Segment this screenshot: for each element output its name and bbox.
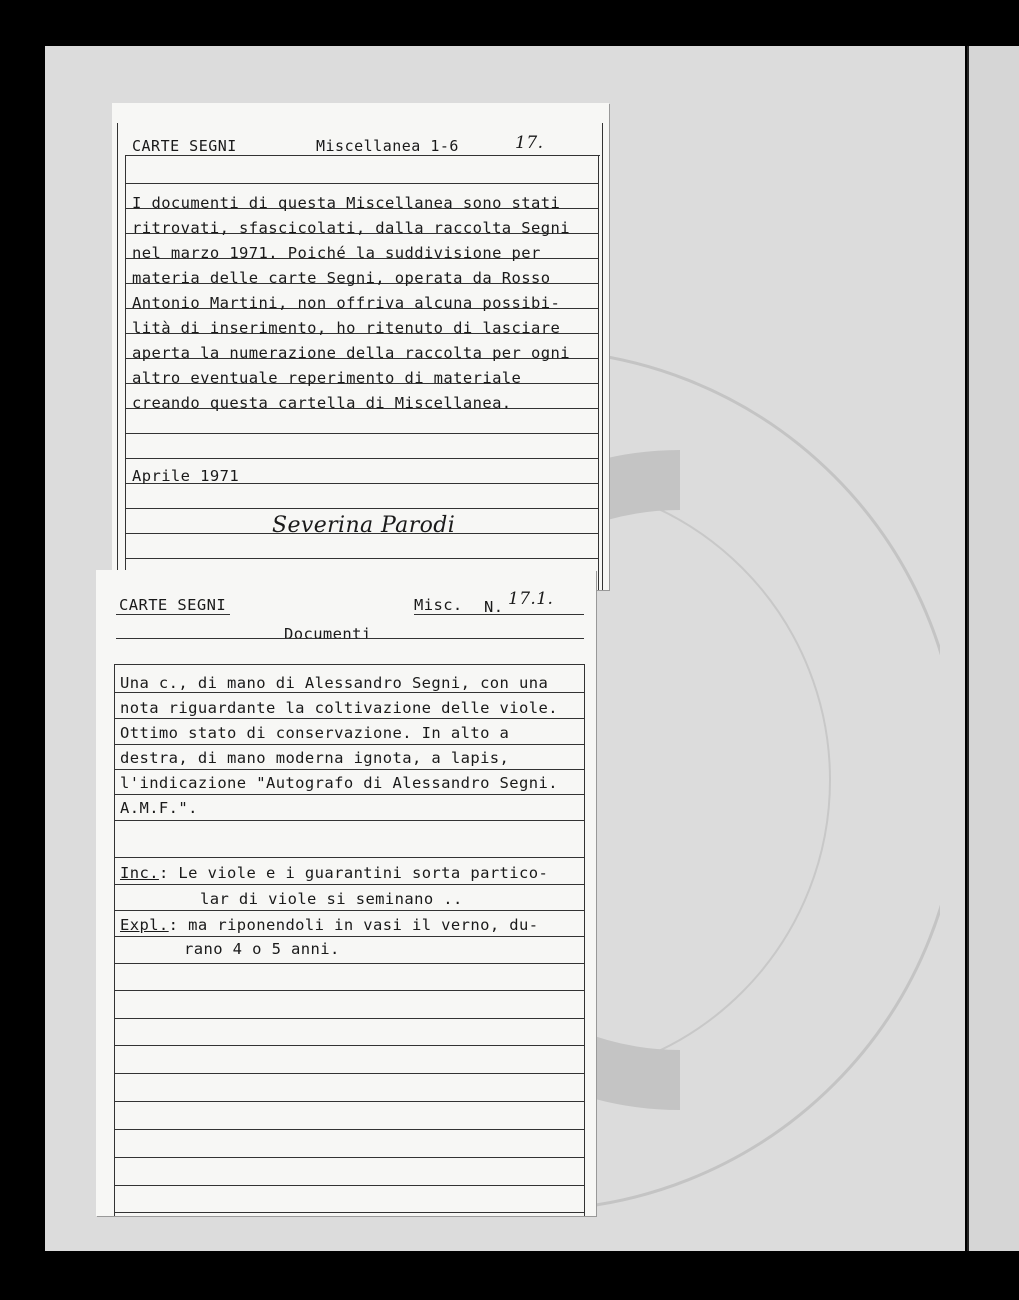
card2-header-misc: Misc. bbox=[414, 596, 463, 614]
card2-inner-left bbox=[114, 664, 115, 1216]
card2-rule bbox=[114, 1129, 584, 1130]
card1-text-line: materia delle carte Segni, operata da Rosso bbox=[132, 269, 551, 287]
card2-rule bbox=[114, 1018, 584, 1019]
card2-header-underline bbox=[414, 614, 584, 615]
card1-text-line: I documenti di questa Miscellanea sono stati bbox=[132, 194, 561, 212]
card1-header-center: Miscellanea 1-6 bbox=[316, 137, 459, 155]
card1-rule bbox=[126, 183, 598, 184]
card2-rule bbox=[114, 769, 584, 770]
incipit-label: Inc. bbox=[120, 864, 159, 882]
card2-rule bbox=[114, 1045, 584, 1046]
card1-text-line: nel marzo 1971. Poiché la suddivisione per bbox=[132, 244, 541, 262]
card2-rule bbox=[114, 1101, 584, 1102]
card2-rule bbox=[114, 990, 584, 991]
folder-right-edge bbox=[967, 46, 1019, 1251]
incipit-row bbox=[120, 864, 548, 882]
card2-rule bbox=[114, 744, 584, 745]
card2-text-line: A.M.F.". bbox=[120, 799, 198, 817]
card2-header-handwritten-number: 17.1. bbox=[508, 589, 554, 609]
card2-rule bbox=[114, 692, 584, 693]
card2-rule bbox=[114, 1212, 584, 1213]
card2-rule bbox=[114, 664, 584, 665]
card2-subtitle: Documenti bbox=[284, 625, 372, 643]
explicit-text: : ma riponendoli in vasi il verno, du- bbox=[168, 916, 539, 934]
card2-header-n: N. bbox=[484, 598, 504, 616]
card1-header-left: CARTE SEGNI bbox=[132, 137, 237, 155]
card2-text-line: l'indicazione "Autografo di Alessandro Segni. bbox=[120, 774, 558, 792]
card2-inner-right bbox=[584, 664, 585, 1216]
card1-text-line: ritrovati, sfascicolati, dalla raccolta Segni bbox=[132, 219, 570, 237]
card2-rule bbox=[114, 820, 584, 821]
index-card-documenti bbox=[96, 570, 596, 1216]
card2-rule bbox=[114, 910, 584, 911]
card2-rule bbox=[114, 1185, 584, 1186]
card2-rule bbox=[114, 1073, 584, 1074]
incipit-continuation: lar di viole si seminano .. bbox=[200, 890, 463, 908]
card2-rule bbox=[114, 718, 584, 719]
card2-text-line: Una c., di mano di Alessandro Segni, con una bbox=[120, 674, 549, 692]
card2-rule bbox=[114, 857, 584, 858]
card2-header-underline bbox=[116, 614, 230, 615]
card1-text-line: altro eventuale reperimento di materiale bbox=[132, 369, 522, 387]
card2-text-line: destra, di mano moderna ignota, a lapis, bbox=[120, 749, 510, 767]
card1-header-rule bbox=[126, 155, 600, 156]
card1-rule bbox=[126, 433, 598, 434]
card1-rule bbox=[126, 508, 598, 509]
card1-inner-left bbox=[125, 155, 126, 590]
card2-rule bbox=[114, 884, 584, 885]
card2-text-line: nota riguardante la coltivazione delle viole. bbox=[120, 699, 558, 717]
card-left-edge bbox=[117, 123, 118, 590]
card2-rule bbox=[114, 936, 584, 937]
card1-rule bbox=[126, 458, 598, 459]
card1-date: Aprile 1971 bbox=[132, 467, 240, 485]
card1-text-line: Antonio Martini, non offriva alcuna possibi- bbox=[132, 294, 561, 312]
card2-header-left: CARTE SEGNI bbox=[119, 596, 227, 614]
card1-text-line: aperta la numerazione della raccolta per ogni bbox=[132, 344, 570, 362]
card2-text-line: Ottimo stato di conservazione. In alto a bbox=[120, 724, 510, 742]
card1-rule bbox=[126, 558, 598, 559]
card1-header-handwritten-number: 17. bbox=[515, 133, 544, 153]
card1-signature: Severina Parodi bbox=[272, 513, 456, 538]
explicit-row bbox=[120, 916, 538, 934]
explicit-continuation: rano 4 o 5 anni. bbox=[184, 940, 340, 958]
card1-text-line: creando questa cartella di Miscellanea. bbox=[132, 394, 512, 412]
incipit-text: : Le viole e i guarantini sorta partico- bbox=[158, 864, 549, 882]
card2-header-rule bbox=[116, 638, 584, 639]
card2-rule bbox=[114, 794, 584, 795]
card1-text-line: lità di inserimento, ho ritenuto di lasciare bbox=[132, 319, 561, 337]
card2-rule bbox=[114, 1157, 584, 1158]
card2-rule bbox=[114, 963, 584, 964]
card-right-edge bbox=[602, 123, 603, 590]
explicit-label: Expl. bbox=[120, 916, 169, 934]
index-card-miscellanea bbox=[112, 103, 609, 590]
